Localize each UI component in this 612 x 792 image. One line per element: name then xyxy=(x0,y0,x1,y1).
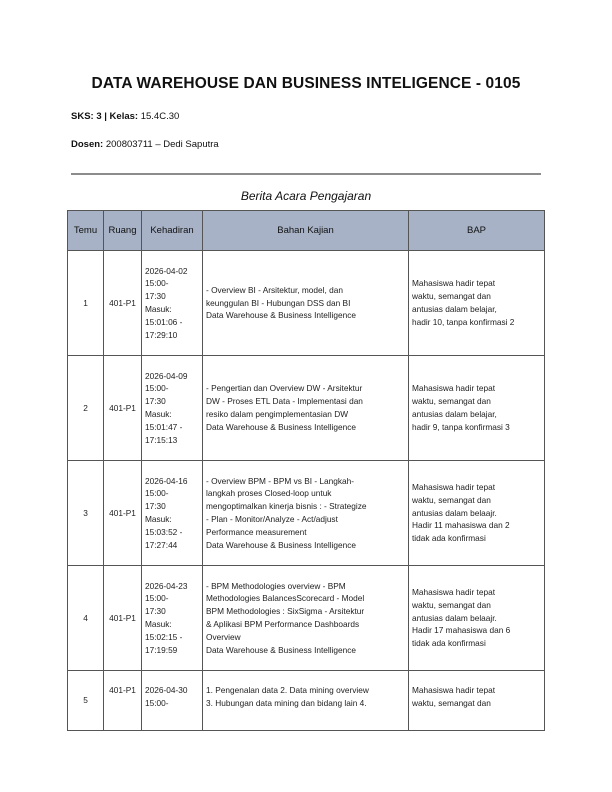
kehadiran-line: 2026-04-09 xyxy=(145,370,188,381)
bap-line: hadir 10, tanpa konfirmasi 2 xyxy=(412,316,515,327)
bap-line: Mahasiswa hadir tepat xyxy=(412,278,496,289)
bahan-line: - Plan - Monitor/Analyze - Act/adjust xyxy=(206,514,338,524)
section-divider xyxy=(71,173,541,175)
bap-line: tidak ada konfirmasi xyxy=(412,533,486,544)
bap-cell xyxy=(409,671,545,731)
kehadiran-cell xyxy=(142,461,203,566)
bap-line: waktu, semangat dan xyxy=(412,697,491,708)
table-row xyxy=(68,671,545,731)
kehadiran-line: 17:30 xyxy=(145,291,166,302)
bahan-line: - BPM Methodologies overview - BPM xyxy=(206,580,346,591)
bahan-line: - Pengertian dan Overview DW - Arsitektur xyxy=(206,383,363,394)
bahan-line: Data Warehouse & Business Intelligence xyxy=(206,644,357,655)
bahan-kajian-cell xyxy=(203,461,409,566)
kehadiran-line: 17:15:13 xyxy=(145,434,178,445)
kehadiran-line: Masuk: xyxy=(145,304,172,314)
bahan-line: - Overview BI - Arsitektur, model, dan xyxy=(206,284,343,295)
bahan-line: Methodologies BalancesScorecard - Model xyxy=(206,593,365,604)
kehadiran-line: Masuk: xyxy=(145,409,172,419)
bap-line: waktu, semangat dan xyxy=(412,599,491,610)
kehadiran-line: 15:00- xyxy=(145,278,169,289)
bap-line: antusias dalam belaajr. xyxy=(412,507,497,518)
bahan-kajian-cell xyxy=(203,251,409,356)
header-bahan-kajian: Bahan Kajian xyxy=(203,211,409,251)
bap-line: waktu, semangat dan xyxy=(412,291,491,302)
section-title: Berita Acara Pengajaran xyxy=(240,189,372,203)
kehadiran-cell xyxy=(142,566,203,671)
header-ruang: Ruang xyxy=(104,211,142,251)
kehadiran-line: 15:03:52 - xyxy=(145,526,183,537)
bahan-kajian-cell xyxy=(203,566,409,671)
ruang-cell: 401-P1 xyxy=(104,671,142,731)
temu-cell: 2 xyxy=(68,356,104,461)
kehadiran-line: 2026-04-23 xyxy=(145,580,188,591)
kehadiran-line: 17:19:59 xyxy=(145,644,178,655)
bahan-line: Data Warehouse & Business Intelligence xyxy=(206,421,357,432)
sks-kelas-label: SKS: 3 | Kelas: xyxy=(71,111,139,122)
kehadiran-line: 15:00- xyxy=(145,383,169,394)
bap-line: Hadir 11 mahasiswa dan 2 xyxy=(412,520,510,531)
bahan-kajian-cell xyxy=(203,356,409,461)
dosen-line xyxy=(71,139,219,150)
table-row xyxy=(68,461,545,566)
temu-cell: 3 xyxy=(68,461,104,566)
dosen-value: 200803711 – Dedi Saputra xyxy=(105,139,219,150)
ruang-cell: 401-P1 xyxy=(104,251,142,356)
ruang-cell: 401-P1 xyxy=(104,356,142,461)
bahan-line: Overview xyxy=(206,631,241,642)
bahan-line: 1. Pengenalan data 2. Data mining overview xyxy=(206,685,369,695)
kehadiran-line: 15:01:47 - xyxy=(145,421,183,432)
header-kehadiran: Kehadiran xyxy=(142,211,203,251)
bahan-line: Performance measurement xyxy=(206,526,307,537)
kehadiran-line: 2026-04-16 xyxy=(145,475,188,486)
bap-line: Mahasiswa hadir tepat xyxy=(412,383,496,394)
bahan-line: keunggulan BI - Hubungan DSS dan BI xyxy=(206,297,351,308)
kehadiran-line: 17:30 xyxy=(145,396,166,407)
kehadiran-line: 17:27:44 xyxy=(145,539,178,550)
bap-cell xyxy=(409,356,545,461)
sks-kelas-line xyxy=(71,111,179,122)
kehadiran-line: 17:30 xyxy=(145,606,166,617)
kehadiran-line: 15:02:15 - xyxy=(145,631,183,642)
bap-line: waktu, semangat dan xyxy=(412,494,491,505)
bap-line: antusias dalam belajar, xyxy=(412,304,497,314)
bap-line: Mahasiswa hadir tepat xyxy=(412,587,496,597)
bap-line: waktu, semangat dan xyxy=(412,396,491,407)
kehadiran-line: 17:29:10 xyxy=(145,329,178,340)
kehadiran-cell xyxy=(142,356,203,461)
bahan-line: Data Warehouse & Business Intelligence xyxy=(206,310,357,321)
bahan-line: & Aplikasi BPM Performance Dashboards xyxy=(206,619,360,629)
table-header-row xyxy=(68,211,545,251)
kehadiran-line: 17:30 xyxy=(145,501,166,512)
temu-cell: 4 xyxy=(68,566,104,671)
dosen-label: Dosen: xyxy=(71,139,104,150)
bap-line: Mahasiswa hadir tepat xyxy=(412,482,496,492)
bahan-line: resiko dalam pengimplementasian DW xyxy=(206,409,349,419)
kehadiran-cell xyxy=(142,251,203,356)
bap-table xyxy=(67,210,545,731)
kehadiran-line: 2026-04-30 xyxy=(145,685,188,695)
kehadiran-line: 2026-04-02 xyxy=(145,265,188,276)
bap-line: antusias dalam belaajr. xyxy=(412,612,497,623)
bahan-line: mengoptimalkan kinerja bisnis : - Strategize xyxy=(206,501,367,512)
kehadiran-line: 15:00- xyxy=(145,488,169,499)
bahan-kajian-cell xyxy=(203,671,409,731)
kehadiran-cell xyxy=(142,671,203,731)
header-bap: BAP xyxy=(409,211,545,251)
bap-line: hadir 9, tanpa konfirmasi 3 xyxy=(412,421,510,432)
temu-cell: 1 xyxy=(68,251,104,356)
bap-cell xyxy=(409,566,545,671)
bap-line: Mahasiswa hadir tepat xyxy=(412,685,496,695)
ruang-cell: 401-P1 xyxy=(104,461,142,566)
bap-cell xyxy=(409,251,545,356)
document-title: DATA WAREHOUSE DAN BUSINESS INTELIGENCE - 0105 xyxy=(91,75,521,92)
bap-line: Hadir 17 mahasiswa dan 6 xyxy=(412,625,511,636)
kehadiran-line: 15:01:06 - xyxy=(145,316,183,327)
table-row xyxy=(68,566,545,671)
bap-line: tidak ada konfirmasi xyxy=(412,638,486,649)
temu-cell: 5 xyxy=(68,671,104,731)
table-row xyxy=(68,251,545,356)
kehadiran-line: 15:00- xyxy=(145,593,169,604)
bap-cell xyxy=(409,461,545,566)
bahan-line: - Overview BPM - BPM vs BI - Langkah- xyxy=(206,475,354,486)
kehadiran-line: Masuk: xyxy=(145,514,172,524)
bahan-line: Data Warehouse & Business Intelligence xyxy=(206,539,357,550)
bap-line: antusias dalam belajar, xyxy=(412,409,497,419)
kehadiran-line: 15:00- xyxy=(145,697,169,708)
header-temu: Temu xyxy=(68,211,104,251)
bahan-line: BPM Methodologies : SixSigma - Arsitektur xyxy=(206,606,365,617)
bahan-line: 3. Hubungan data mining dan bidang lain 4. xyxy=(206,697,367,708)
kehadiran-line: Masuk: xyxy=(145,619,172,629)
bahan-line: langkah proses Closed-loop untuk xyxy=(206,488,332,499)
bahan-line: DW - Proses ETL Data - Implementasi dan xyxy=(206,396,363,407)
table-row xyxy=(68,356,545,461)
ruang-cell: 401-P1 xyxy=(104,566,142,671)
kelas-value: 15.4C.30 xyxy=(140,111,180,122)
